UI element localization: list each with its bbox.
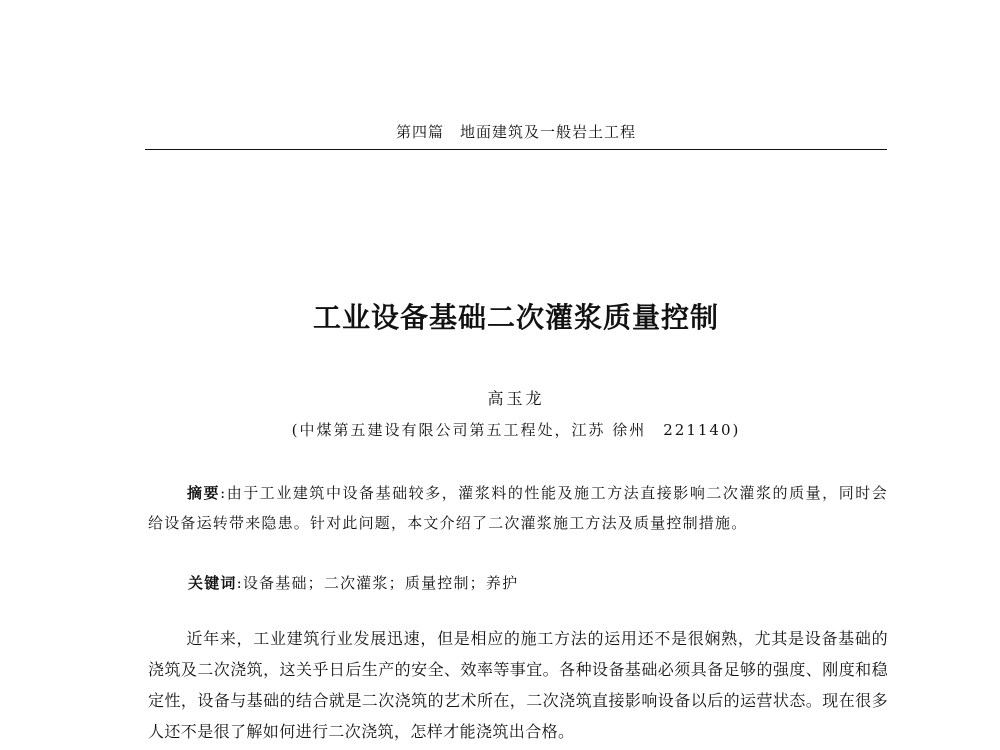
header-rule <box>145 149 887 150</box>
abstract-label: 摘要 <box>187 484 221 502</box>
keywords-line <box>188 568 888 598</box>
keywords-separator: : <box>236 574 243 592</box>
author-name: 高玉龙 <box>487 389 545 408</box>
running-header: 第四篇 地面建筑及一般岩土工程 <box>395 123 636 141</box>
abstract-paragraph <box>148 478 888 538</box>
keywords-label: 关键词 <box>188 574 237 592</box>
abstract-separator: : <box>220 484 227 502</box>
abstract-text: 由于工业建筑中设备基础较多，灌浆料的性能及施工方法直接影响二次灌浆的质量，同时会给设备运转带来隐患。针对此问题，本文介绍了二次灌浆施工方法及质量控制措施。 <box>148 484 888 532</box>
author-affiliation: (中煤第五建设有限公司第五工程处，江苏 徐州 221140) <box>291 421 741 439</box>
keywords-text: 设备基础；二次灌浆；质量控制；养护 <box>242 574 519 592</box>
body-paragraph: 近年来，工业建筑行业发展迅速，但是相应的施工方法的运用还不是很娴熟，尤其是设备基础的浇筑及二次浇筑，这关乎日后生产的安全、效率等事宜。各种设备基础必须具备足够的强度、刚度和稳定性，设备与基础的结合就是二次浇筑的艺术所在，二次浇筑直接影响设备以后的运营状态。现在很多人还不是很了解如何进行二次浇筑，怎样才能浇筑出合格。 <box>148 629 888 741</box>
paper-title: 工业设备基础二次灌浆质量控制 <box>312 301 719 334</box>
